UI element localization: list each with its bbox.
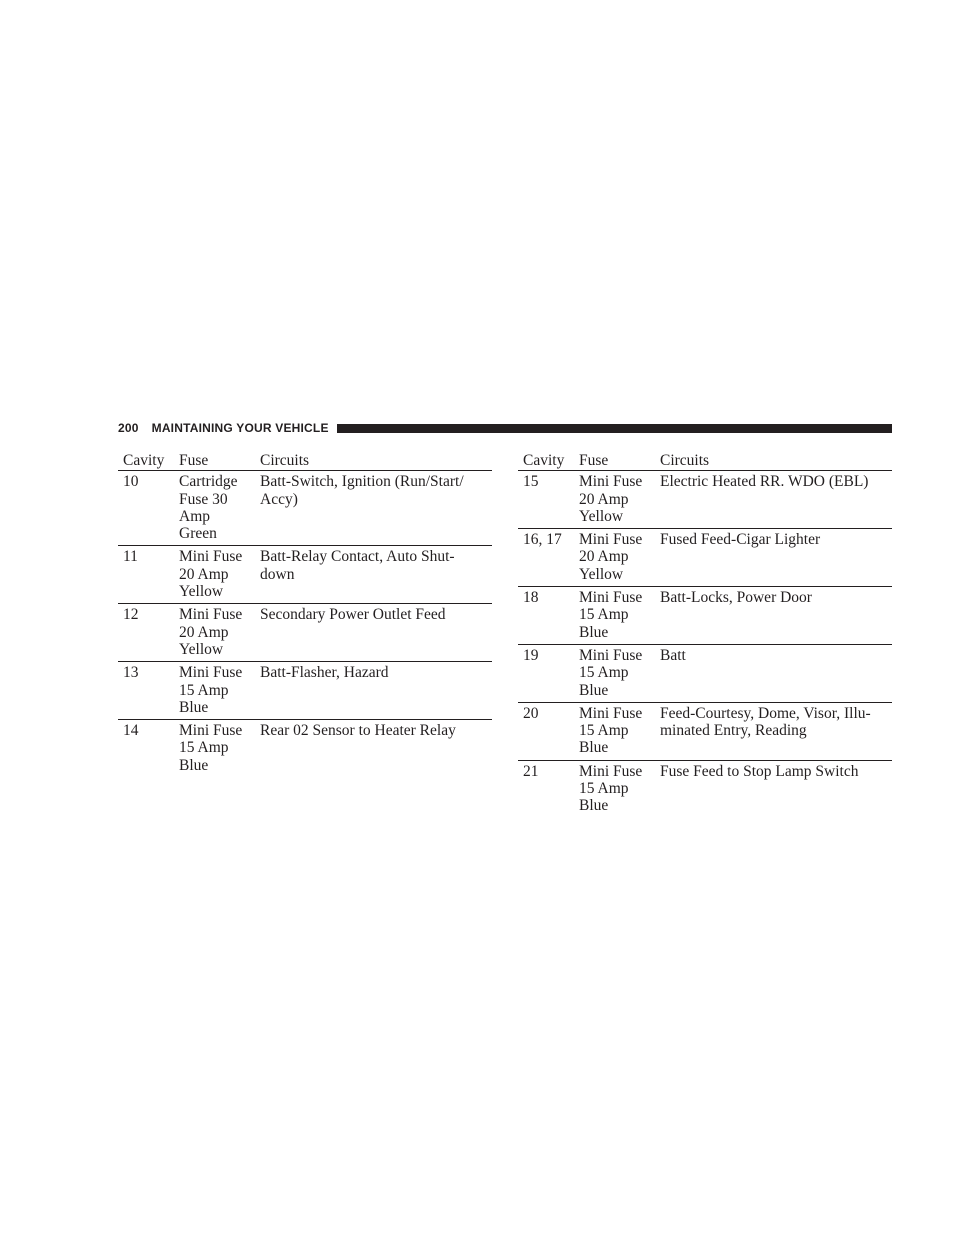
table-row <box>118 604 492 662</box>
table-row <box>518 529 892 587</box>
table-header-row <box>118 452 492 471</box>
fuse-cell <box>179 548 260 600</box>
fuse-table-right <box>518 452 892 818</box>
fuse-table-left <box>118 452 492 777</box>
table-row <box>518 471 892 529</box>
cavity-cell: 15 <box>523 473 539 491</box>
fuse-line: Green <box>179 525 217 543</box>
fuse-line: Blue <box>579 739 609 757</box>
fuse-line: Yellow <box>579 565 624 583</box>
table-row <box>118 720 492 777</box>
circuits-cell: Fused Feed-Cigar Lighter <box>660 531 821 549</box>
circuits-cell: Batt-Switch, Ignition (Run/Start/ Accy) <box>260 473 464 508</box>
fuse-line: Mini Fuse <box>179 664 243 682</box>
cavity-cell: 10 <box>123 473 139 491</box>
fuse-line: 20 Amp <box>579 548 629 566</box>
cavity-cell: 19 <box>523 646 539 664</box>
fuse-line: Mini Fuse <box>579 531 643 549</box>
fuse-line: 20 Amp <box>179 623 229 641</box>
fuse-line: Mini Fuse <box>179 548 243 566</box>
circuits-cell: Electric Heated RR. WDO (EBL) <box>660 473 869 491</box>
fuse-cell <box>179 722 260 774</box>
fuse-line: Mini Fuse <box>579 473 643 491</box>
cavity-cell: 11 <box>123 548 138 566</box>
table-row <box>118 662 492 720</box>
column-header-cavity: Cavity <box>123 452 165 469</box>
table-row <box>518 587 892 645</box>
circuits-cell: Fuse Feed to Stop Lamp Switch <box>660 762 859 780</box>
cavity-cell: 13 <box>123 664 139 682</box>
cavity-cell: 21 <box>523 762 539 780</box>
fuse-line: Mini Fuse <box>579 762 643 780</box>
column-header-cavity: Cavity <box>523 452 565 469</box>
fuse-line: Mini Fuse <box>579 646 643 664</box>
table-row <box>118 471 492 546</box>
fuse-line: Yellow <box>179 583 224 601</box>
fuse-line: Blue <box>579 681 609 699</box>
fuse-line: 15 Amp <box>579 606 629 624</box>
fuse-cell <box>179 473 260 542</box>
page-number: 200 <box>118 421 139 435</box>
fuse-cell <box>179 606 260 658</box>
fuse-line: 15 Amp <box>179 681 229 699</box>
fuse-line: Fuse 30 <box>179 490 228 508</box>
fuse-line: Mini Fuse <box>579 589 643 607</box>
circuits-cell: Feed-Courtesy, Dome, Visor, Illu- minated Entry, Reading <box>660 704 871 740</box>
table-row <box>518 761 892 818</box>
fuse-cell <box>579 473 660 525</box>
fuse-line: Mini Fuse <box>179 722 243 740</box>
table-header-row <box>518 452 892 471</box>
fuse-line: Mini Fuse <box>179 606 243 624</box>
fuse-line: Blue <box>579 623 609 641</box>
fuse-line: 15 Amp <box>579 780 629 798</box>
header-rule <box>337 424 892 433</box>
table-row <box>118 546 492 604</box>
column-header-circuits: Circuits <box>260 452 310 469</box>
fuse-line: Yellow <box>579 507 624 525</box>
cavity-cell: 12 <box>123 606 139 624</box>
column-header-circuits: Circuits <box>660 452 710 469</box>
table-row <box>518 703 892 761</box>
fuse-cell <box>579 705 660 757</box>
circuits-cell: Batt <box>660 646 686 664</box>
column-header-fuse: Fuse <box>579 452 609 469</box>
cavity-cell: 16, 17 <box>523 531 562 549</box>
circuits-cell: Batt-Relay Contact, Auto Shut- down <box>260 548 455 583</box>
fuse-line: 15 Amp <box>579 722 629 740</box>
fuse-line: 20 Amp <box>579 490 629 508</box>
fuse-line: 15 Amp <box>179 739 229 757</box>
fuse-cell <box>179 664 260 716</box>
fuse-line: Mini Fuse <box>579 704 643 722</box>
cavity-cell: 18 <box>523 589 539 607</box>
circuits-cell: Rear 02 Sensor to Heater Relay <box>260 722 456 740</box>
fuse-cell <box>579 647 660 699</box>
fuse-cell <box>579 531 660 583</box>
fuse-line: Amp <box>179 507 210 525</box>
fuse-cell <box>579 589 660 641</box>
fuse-line: 15 Amp <box>579 664 629 682</box>
fuse-line: Blue <box>179 756 209 774</box>
column-header-fuse: Fuse <box>179 452 209 469</box>
circuits-cell: Batt-Flasher, Hazard <box>260 664 389 682</box>
cavity-cell: 14 <box>123 722 139 740</box>
fuse-line: Blue <box>179 698 209 716</box>
fuse-line: Yellow <box>179 640 224 658</box>
fuse-cell <box>579 763 660 815</box>
cavity-cell: 20 <box>523 704 539 722</box>
circuits-cell: Batt-Locks, Power Door <box>660 589 812 607</box>
fuse-line: 20 Amp <box>179 565 229 583</box>
section-title: MAINTAINING YOUR VEHICLE <box>151 421 329 435</box>
fuse-line: Blue <box>579 797 609 815</box>
table-row <box>518 645 892 703</box>
fuse-line: Cartridge <box>179 473 238 491</box>
circuits-cell: Secondary Power Outlet Feed <box>260 606 446 624</box>
page-header <box>118 420 892 436</box>
